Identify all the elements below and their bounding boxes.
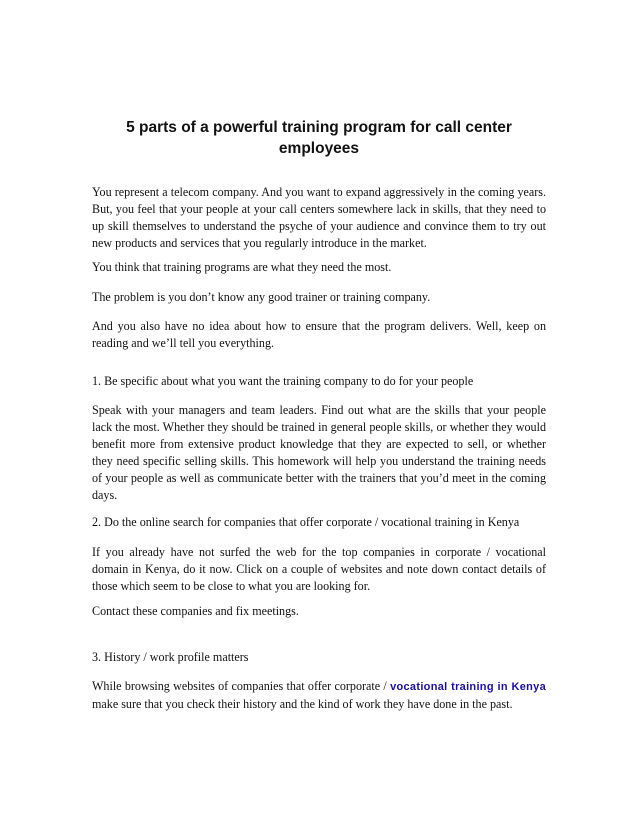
paragraph-section-3 xyxy=(92,678,546,713)
paragraph-contact: Contact these companies and fix meetings. xyxy=(92,604,299,618)
paragraph-problem: The problem is you don’t know any good trainer or training company. xyxy=(92,290,431,304)
paragraph-section-1: Speak with your managers and team leaders. Find out what are the skills that your people lack the most. Whether they should be trained in general people skills, or whether they would benefit more from extensive product knowledge that they are expected to sell, or whether they need specific selling skills. This homework will help you understand the training needs of your people as well as communicate better with the trainers that you’d meet in the coming days. xyxy=(92,403,546,502)
section-heading-3: 3. History / work profile matters xyxy=(92,650,249,664)
paragraph-keep-reading: And you also have no idea about how to ensure that the program delivers. Well, keep on reading and we’ll tell you everything. xyxy=(92,319,546,350)
paragraph-section-2: If you already have not surfed the web for the top companies in corporate / vocational domain in Kenya, do it now. Click on a couple of websites and note down contact details of those which seem to be close to what you are looking for. xyxy=(92,545,546,593)
section-heading-1: 1. Be specific about what you want the training company to do for your people xyxy=(92,374,474,388)
section-heading-2: 2. Do the online search for companies that offer corporate / vocational training in Kenya xyxy=(92,515,520,529)
paragraph-section-3-start: While browsing websites of companies that offer corporate / xyxy=(92,679,391,693)
document-title: 5 parts of a powerful training program for call center employees xyxy=(126,119,512,157)
paragraph-intro: You represent a telecom company. And you want to expand aggressively in the coming years. But, you feel that your people at your call centers somewhere lack in skills, that they need to up skill themselves to understand the psyche of your audience and convince them to try out new products and services that you regularly introduce in the market. xyxy=(92,185,546,250)
paragraph-section-3-end: make sure that you check their history and the kind of work they have done in the past. xyxy=(92,697,513,711)
paragraph-training-needed: You think that training programs are what they need the most. xyxy=(92,260,392,274)
vocational-training-link[interactable]: vocational training in Kenya xyxy=(390,681,546,693)
